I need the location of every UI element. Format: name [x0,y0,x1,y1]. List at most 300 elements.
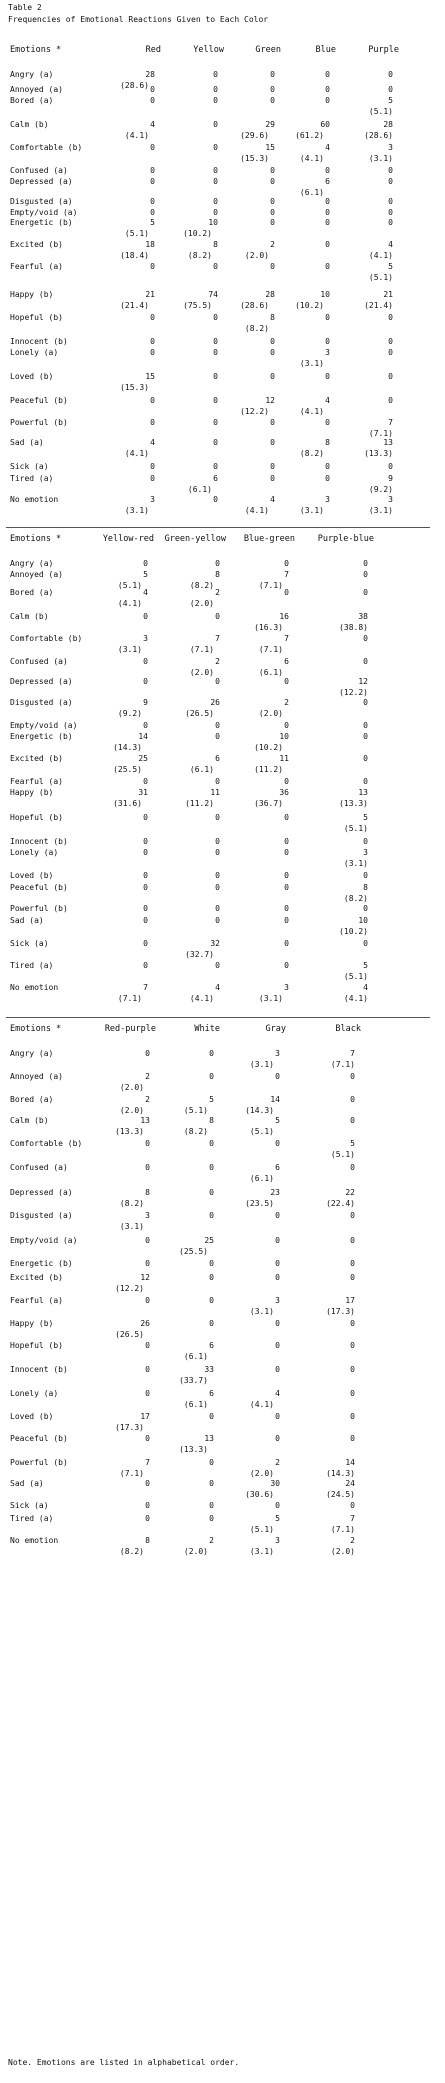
row-label: No emotion [10,983,59,992]
count-cell: 0 [145,1049,150,1058]
count-cell: 0 [275,1139,280,1148]
count-cell: 0 [350,1434,355,1443]
count-cell: 18 [145,240,155,249]
count-cell: 8 [363,883,368,892]
count-cell: 0 [275,1501,280,1510]
column-header: Green [255,45,281,55]
percent-cell: (3.1) [368,154,393,163]
count-cell: 3 [325,495,330,504]
row-label: Annoyed (a) [10,570,63,579]
count-cell: 5 [275,1116,280,1125]
row-label: Bored (a) [10,96,54,105]
percent-cell: (5.1) [343,972,368,981]
count-cell: 0 [213,396,218,405]
count-cell: 0 [209,1514,214,1523]
count-cell: 28 [145,70,155,79]
table-title: Frequencies of Emotional Reactions Given to Each Color [8,15,269,24]
count-cell: 0 [213,120,218,129]
count-cell: 16 [279,612,289,621]
count-cell: 0 [213,313,218,322]
count-cell: 4 [325,396,330,405]
count-cell: 28 [383,120,393,129]
row-label: Confused (a) [10,166,68,175]
count-cell: 0 [150,313,155,322]
count-cell: 0 [143,939,148,948]
column-header-emotions: Emotions * [10,534,62,544]
percent-cell: (10.2) [254,743,283,752]
count-cell: 11 [279,754,289,763]
count-cell: 0 [270,372,275,381]
percent-cell: (3.1) [343,859,368,868]
percent-cell: (4.1) [299,154,324,163]
count-cell: 3 [388,495,393,504]
row-label: Excited (b) [10,754,63,763]
count-cell: 0 [213,70,218,79]
percent-cell: (7.1) [330,1525,355,1534]
section-divider [6,1017,430,1018]
count-cell: 12 [140,1273,150,1282]
count-cell: 0 [213,495,218,504]
count-cell: 60 [320,120,330,129]
count-cell: 0 [150,85,155,94]
row-label: Sick (a) [10,1501,49,1510]
count-cell: 3 [275,1536,280,1545]
count-cell: 0 [350,1501,355,1510]
count-cell: 6 [215,754,220,763]
percent-cell: (10.2) [183,229,212,238]
count-cell: 0 [213,262,218,271]
percent-cell: (6.1) [183,1400,208,1409]
count-cell: 8 [145,1188,150,1197]
count-cell: 0 [145,1139,150,1148]
row-label: Sad (a) [10,916,44,925]
count-cell: 13 [204,1434,214,1443]
percent-cell: (3.1) [368,506,393,515]
count-cell: 13 [358,788,368,797]
count-cell: 0 [145,1434,150,1443]
count-cell: 0 [388,85,393,94]
percent-cell: (3.1) [249,1547,274,1556]
count-cell: 9 [143,698,148,707]
count-cell: 0 [213,208,218,217]
percent-cell: (25.5) [113,765,142,774]
percent-cell: (6.1) [258,668,283,677]
count-cell: 0 [275,1365,280,1374]
percent-cell: (8.2) [244,324,269,333]
count-cell: 0 [275,1319,280,1328]
count-cell: 2 [215,657,220,666]
count-cell: 0 [145,1365,150,1374]
count-cell: 17 [345,1296,355,1305]
percent-cell: (2.0) [189,668,214,677]
percent-cell: (8.2) [189,581,214,590]
count-cell: 0 [270,462,275,471]
percent-cell: (8.2) [119,1547,144,1556]
count-cell: 0 [150,262,155,271]
count-cell: 4 [215,983,220,992]
percent-cell: (12.2) [240,407,269,416]
count-cell: 6 [209,1389,214,1398]
count-cell: 0 [143,559,148,568]
count-cell: 7 [284,634,289,643]
percent-cell: (7.1) [330,1060,355,1069]
row-label: No emotion [10,1536,59,1545]
row-label: Angry (a) [10,70,54,79]
percent-cell: (6.1) [189,765,214,774]
count-cell: 0 [209,1139,214,1148]
row-label: Annoyed (a) [10,85,63,94]
column-header: Purple [368,45,399,55]
count-cell: 8 [209,1116,214,1125]
count-cell: 0 [150,474,155,483]
row-label: Comfortable (b) [10,634,83,643]
percent-cell: (7.1) [189,645,214,654]
count-cell: 0 [350,1116,355,1125]
count-cell: 0 [143,883,148,892]
count-cell: 4 [275,1389,280,1398]
percent-cell: (10.2) [339,927,368,936]
count-cell: 2 [145,1072,150,1081]
count-cell: 0 [325,372,330,381]
count-cell: 0 [325,208,330,217]
count-cell: 13 [140,1116,150,1125]
count-cell: 0 [284,883,289,892]
percent-cell: (7.1) [258,581,283,590]
count-cell: 0 [209,1458,214,1467]
percent-cell: (3.1) [124,506,149,515]
row-label: Tired (a) [10,1514,54,1523]
percent-cell: (4.1) [189,994,214,1003]
column-header-emotions: Emotions * [10,1024,62,1034]
percent-cell: (7.1) [117,994,142,1003]
count-cell: 7 [350,1049,355,1058]
row-label: Peaceful (b) [10,396,68,405]
count-cell: 0 [388,396,393,405]
percent-cell: (4.1) [124,131,149,140]
row-label: Bored (a) [10,588,54,597]
percent-cell: (3.1) [119,1222,144,1231]
count-cell: 10 [320,290,330,299]
row-label: Tired (a) [10,474,54,483]
row-label: Disgusted (a) [10,197,73,206]
column-header: Purple-blue [317,534,374,544]
count-cell: 0 [270,166,275,175]
count-cell: 2 [275,1458,280,1467]
percent-cell: (5.1) [343,824,368,833]
count-cell: 0 [143,677,148,686]
count-cell: 0 [209,1501,214,1510]
percent-cell: (13.3) [339,799,368,808]
count-cell: 38 [358,612,368,621]
count-cell: 0 [143,777,148,786]
count-cell: 0 [284,813,289,822]
count-cell: 14 [138,732,148,741]
row-label: No emotion [10,495,59,504]
percent-cell: (4.1) [368,251,393,260]
count-cell: 7 [143,983,148,992]
count-cell: 0 [350,1072,355,1081]
count-cell: 0 [150,418,155,427]
count-cell: 0 [209,1211,214,1220]
count-cell: 0 [215,813,220,822]
count-cell: 0 [209,1049,214,1058]
count-cell: 0 [284,559,289,568]
percent-cell: (28.6) [240,301,269,310]
row-label: Peaceful (b) [10,1434,68,1443]
count-cell: 12 [265,396,275,405]
row-label: Energetic (b) [10,732,73,741]
count-cell: 7 [388,418,393,427]
count-cell: 0 [350,1259,355,1268]
count-cell: 0 [284,848,289,857]
count-cell: 0 [150,348,155,357]
count-cell: 0 [363,559,368,568]
count-cell: 0 [143,657,148,666]
count-cell: 0 [209,1412,214,1421]
count-cell: 7 [145,1458,150,1467]
count-cell: 0 [143,721,148,730]
row-label: Innocent (b) [10,337,68,346]
count-cell: 0 [363,939,368,948]
percent-cell: (7.1) [368,429,393,438]
count-cell: 0 [363,754,368,763]
count-cell: 0 [325,240,330,249]
row-label: Angry (a) [10,559,54,568]
count-cell: 0 [363,777,368,786]
count-cell: 0 [150,143,155,152]
count-cell: 0 [363,871,368,880]
count-cell: 0 [270,438,275,447]
percent-cell: (8.2) [299,449,324,458]
count-cell: 5 [209,1095,214,1104]
percent-cell: (36.7) [254,799,283,808]
row-label: Fearful (a) [10,1296,63,1305]
row-label: Lonely (a) [10,348,59,357]
count-cell: 0 [145,1163,150,1172]
percent-cell: (14.3) [245,1106,274,1115]
count-cell: 13 [383,438,393,447]
count-cell: 0 [363,657,368,666]
count-cell: 5 [363,961,368,970]
count-cell: 0 [325,85,330,94]
count-cell: 0 [270,177,275,186]
row-label: Calm (b) [10,1116,49,1125]
row-label: Excited (b) [10,240,63,249]
column-header: White [194,1024,220,1034]
percent-cell: (3.1) [249,1307,274,1316]
count-cell: 0 [150,208,155,217]
count-cell: 6 [284,657,289,666]
count-cell: 26 [140,1319,150,1328]
count-cell: 0 [275,1341,280,1350]
count-cell: 0 [270,208,275,217]
percent-cell: (30.6) [245,1490,274,1499]
count-cell: 0 [150,337,155,346]
count-cell: 0 [215,883,220,892]
count-cell: 0 [209,1479,214,1488]
count-cell: 14 [345,1458,355,1467]
percent-cell: (3.1) [258,994,283,1003]
count-cell: 0 [350,1341,355,1350]
row-label: Sad (a) [10,438,44,447]
count-cell: 0 [215,677,220,686]
count-cell: 0 [270,262,275,271]
count-cell: 0 [275,1412,280,1421]
row-label: Calm (b) [10,120,49,129]
percent-cell: (6.1) [183,1352,208,1361]
percent-cell: (9.2) [368,485,393,494]
count-cell: 0 [215,559,220,568]
count-cell: 0 [275,1236,280,1245]
percent-cell: (14.3) [113,743,142,752]
count-cell: 0 [388,372,393,381]
count-cell: 0 [388,70,393,79]
count-cell: 0 [215,848,220,857]
percent-cell: (8.2) [119,1199,144,1208]
count-cell: 0 [388,348,393,357]
count-cell: 0 [388,197,393,206]
count-cell: 0 [213,197,218,206]
row-label: Confused (a) [10,657,68,666]
count-cell: 0 [284,777,289,786]
count-cell: 7 [215,634,220,643]
count-cell: 5 [363,813,368,822]
count-cell: 0 [388,462,393,471]
count-cell: 21 [383,290,393,299]
count-cell: 32 [210,939,220,948]
count-cell: 74 [208,290,218,299]
table-label: Table 2 [8,3,42,12]
percent-cell: (8.2) [343,894,368,903]
count-cell: 0 [275,1072,280,1081]
count-cell: 11 [210,788,220,797]
count-cell: 0 [275,1259,280,1268]
percent-cell: (26.5) [115,1330,144,1339]
percent-cell: (21.4) [120,301,149,310]
count-cell: 7 [350,1514,355,1523]
column-header: Red-purple [104,1024,156,1034]
count-cell: 24 [345,1479,355,1488]
count-cell: 3 [363,848,368,857]
percent-cell: (25.5) [179,1247,208,1256]
count-cell: 0 [275,1273,280,1282]
count-cell: 0 [363,634,368,643]
percent-cell: (4.1) [299,407,324,416]
row-label: Sick (a) [10,939,49,948]
row-label: Angry (a) [10,1049,54,1058]
count-cell: 17 [140,1412,150,1421]
percent-cell: (2.0) [258,709,283,718]
row-label: Disgusted (a) [10,698,73,707]
count-cell: 22 [345,1188,355,1197]
row-label: Powerful (b) [10,904,68,913]
row-label: Tired (a) [10,961,54,970]
count-cell: 0 [150,177,155,186]
count-cell: 0 [213,372,218,381]
row-label: Empty/void (a) [10,208,78,217]
count-cell: 0 [325,337,330,346]
row-label: Innocent (b) [10,837,68,846]
percent-cell: (28.6) [364,131,393,140]
percent-cell: (13.3) [115,1127,144,1136]
percent-cell: (29.6) [240,131,269,140]
count-cell: 0 [215,904,220,913]
percent-cell: (2.0) [249,1469,274,1478]
count-cell: 0 [284,837,289,846]
row-label: Lonely (a) [10,1389,59,1398]
count-cell: 0 [143,904,148,913]
count-cell: 0 [145,1389,150,1398]
count-cell: 0 [350,1319,355,1328]
count-cell: 0 [325,166,330,175]
count-cell: 0 [388,166,393,175]
count-cell: 0 [284,721,289,730]
row-label: Annoyed (a) [10,1072,63,1081]
row-label: Disgusted (a) [10,1211,73,1220]
count-cell: 7 [284,570,289,579]
row-label: Calm (b) [10,612,49,621]
count-cell: 3 [388,143,393,152]
count-cell: 29 [265,120,275,129]
percent-cell: (3.1) [299,506,324,515]
count-cell: 0 [325,197,330,206]
row-label: Comfortable (b) [10,143,83,152]
count-cell: 0 [145,1341,150,1350]
count-cell: 0 [209,1273,214,1282]
count-cell: 0 [209,1072,214,1081]
count-cell: 0 [388,218,393,227]
count-cell: 0 [145,1236,150,1245]
count-cell: 3 [143,634,148,643]
count-cell: 0 [325,313,330,322]
percent-cell: (6.1) [249,1174,274,1183]
count-cell: 0 [150,166,155,175]
count-cell: 0 [270,96,275,105]
percent-cell: (11.2) [254,765,283,774]
count-cell: 0 [145,1296,150,1305]
count-cell: 0 [143,837,148,846]
count-cell: 0 [213,177,218,186]
count-cell: 6 [275,1163,280,1172]
count-cell: 0 [350,1236,355,1245]
count-cell: 3 [275,1049,280,1058]
count-cell: 2 [209,1536,214,1545]
count-cell: 0 [213,96,218,105]
count-cell: 28 [265,290,275,299]
row-label: Depressed (a) [10,677,73,686]
count-cell: 0 [143,916,148,925]
count-cell: 3 [145,1211,150,1220]
count-cell: 0 [270,70,275,79]
row-label: Energetic (b) [10,218,73,227]
count-cell: 0 [325,218,330,227]
count-cell: 0 [325,418,330,427]
percent-cell: (5.1) [249,1127,274,1136]
count-cell: 0 [209,1296,214,1305]
count-cell: 0 [350,1412,355,1421]
percent-cell: (17.3) [115,1423,144,1432]
column-header: Blue-green [243,534,295,544]
count-cell: 4 [325,143,330,152]
count-cell: 0 [209,1188,214,1197]
row-label: Fearful (a) [10,777,63,786]
count-cell: 8 [325,438,330,447]
count-cell: 5 [150,218,155,227]
count-cell: 0 [150,96,155,105]
percent-cell: (4.1) [117,599,142,608]
percent-cell: (24.5) [326,1490,355,1499]
count-cell: 25 [138,754,148,763]
